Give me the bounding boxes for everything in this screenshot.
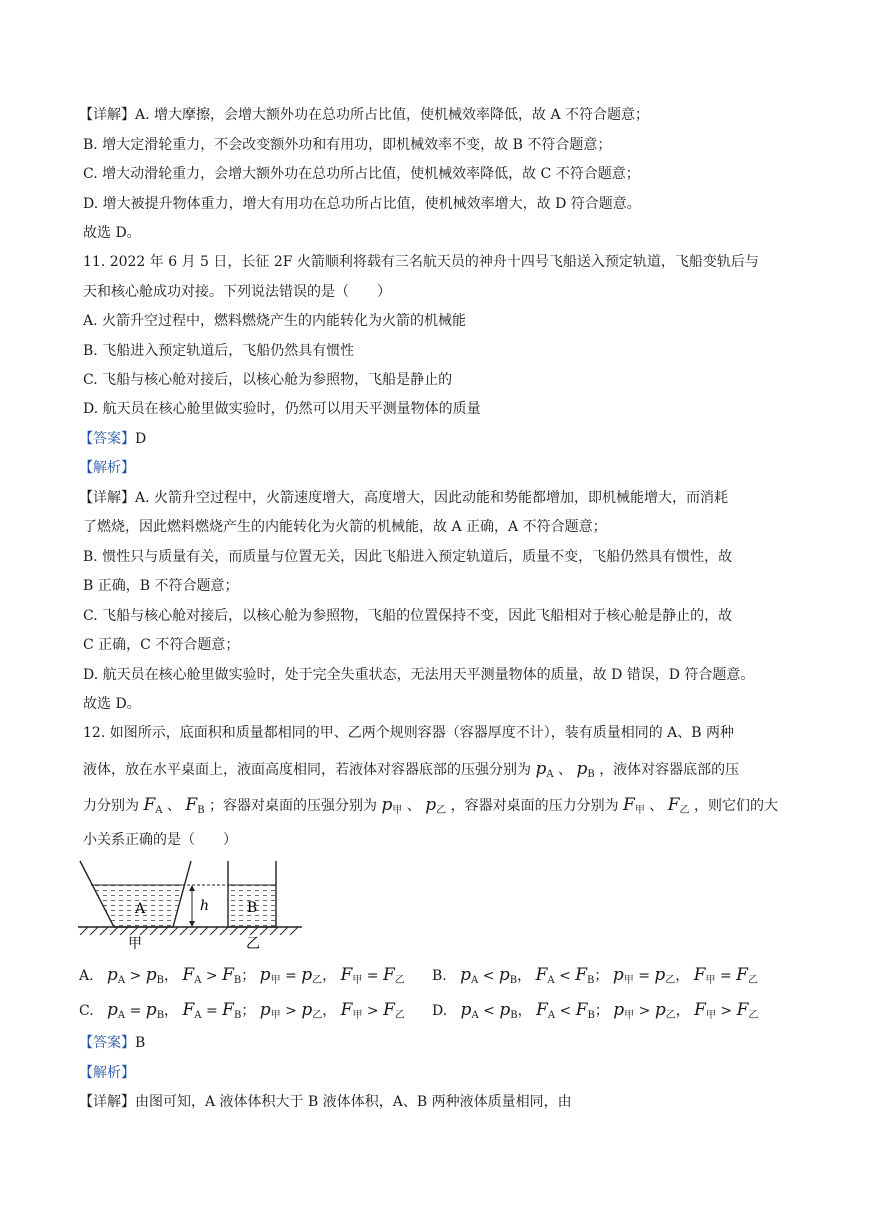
- stem-text: ，液体对容器底部的压: [599, 762, 740, 778]
- stem-text: 、: [649, 798, 664, 814]
- q11-option-b: B. 飞船进入预定轨道后，飞船仍然具有惯性: [83, 343, 355, 359]
- detail-text: A. 增大摩擦，会增大额外功在总功所占比值，使机械效率降低，故 A 不符合题意；: [135, 107, 650, 123]
- q12-option-d: D. $p_A < p_B$， $F_A < F_B$； $p_甲 > p_乙$， $F_甲 > F_乙$: [432, 1000, 759, 1021]
- q12-stem-line-2: [83, 759, 739, 785]
- stem-text: 、: [406, 798, 421, 814]
- q11-option-a: A. 火箭升空过程中，燃料燃烧产生的内能转化为火箭的机械能: [83, 313, 467, 329]
- detail-label: 【详解】: [79, 490, 135, 506]
- pressure-symbol: $p_甲$: [381, 795, 403, 816]
- q11-stem-line-2: 天和核心舱成功对接。下列说法错误的是（ ）: [83, 284, 391, 300]
- q11-detail-a2: 了燃烧，因此燃料燃烧产生的内能转化为火箭的机械能，故 A 正确，A 不符合题意；: [83, 519, 607, 535]
- q11-detail-c1: C. 飞船与核心舱对接后，以核心舱为参照物，飞船的位置保持不变，因此飞船相对于核心舱是静止的，故: [83, 608, 733, 624]
- q12-stem-line-4: 小关系正确的是（ ）: [83, 832, 237, 848]
- height-label: h: [200, 898, 210, 914]
- stem-text: 、: [558, 762, 573, 778]
- q11-detail-a1: [79, 488, 728, 508]
- pressure-symbol: $p_A$: [535, 759, 554, 780]
- liquid-b-label: B: [246, 900, 258, 916]
- q11-answer: [79, 429, 146, 449]
- q12-option-a: A. $p_A > p_B$， $F_A > F_B$； $p_甲 = p_乙$， $F_甲 = F_乙$: [79, 965, 405, 986]
- stem-text: 液体，放在水平桌面上，液面高度相同，若液体对容器底部的压强分别为: [83, 762, 531, 778]
- detail-text: 由图可知，A 液体体积大于 B 液体体积，A、B 两种液体质量相同，由: [135, 1094, 572, 1110]
- container-jia-label: 甲: [128, 936, 142, 950]
- stem-text: 力分别为: [83, 798, 139, 814]
- detail-label: 【详解】: [79, 1094, 135, 1110]
- q10-detail-line-c: C. 增大动滑轮重力，会增大额外功在总功所占比值，使机械效率降低，故 C 不符合题意；: [83, 166, 640, 182]
- answer-label: 【答案】: [79, 1035, 135, 1051]
- stem-text: 、: [166, 798, 181, 814]
- liquid-a-label: A: [134, 901, 146, 917]
- q11-option-c: C. 飞船与核心舱对接后，以核心舱为参照物，飞船是静止的: [83, 372, 453, 388]
- stem-text: ，容器对桌面的压力分别为: [450, 798, 619, 814]
- ground-hatching: [80, 927, 298, 935]
- q11-option-d: D. 航天员在核心舱里做实验时，仍然可以用天平测量物体的质量: [83, 401, 481, 417]
- stem-text: ，则它们的大: [694, 798, 778, 814]
- force-symbol: $F_B$: [185, 795, 205, 816]
- force-symbol: $F_乙$: [667, 795, 690, 816]
- q12-analysis-label: 【解析】: [79, 1065, 135, 1081]
- q10-detail-line-d: D. 增大被提升物体重力，增大有用功在总功所占比值，使机械效率增大，故 D 符合题意。: [83, 196, 641, 212]
- q11-detail-d1: D. 航天员在核心舱里做实验时，处于完全失重状态，无法用天平测量物体的质量，故 D 错误，D 符合题意。: [83, 667, 755, 683]
- q11-stem-line-1: 11. 2022 年 6 月 5 日，长征 2F 火箭顺利将载有三名航天员的神舟十四号飞船送入预定轨道，飞船变轨后与: [83, 254, 759, 270]
- pressure-symbol: $p_B$: [576, 759, 595, 780]
- q11-detail-c2: C 正确，C 不符合题意；: [83, 637, 240, 653]
- containers-figure: [78, 858, 308, 950]
- q10-detail-line-a: [79, 105, 649, 125]
- answer-value: B: [135, 1035, 146, 1051]
- q12-stem-line-3: [83, 795, 778, 821]
- pressure-symbol: $p_乙$: [425, 795, 447, 816]
- q11-analysis-label: 【解析】: [79, 460, 135, 476]
- force-symbol: $F_A$: [143, 795, 163, 816]
- container-yi-label: 乙: [246, 936, 260, 950]
- answer-label: 【答案】: [79, 431, 135, 447]
- q12-option-b: B. $p_A < p_B$， $F_A < F_B$； $p_甲 = p_乙$， $F_甲 = F_乙$: [432, 965, 758, 986]
- detail-text: A. 火箭升空过程中，火箭速度增大，高度增大，因此动能和势能都增加，即机械能增大，而消耗: [135, 490, 729, 506]
- q10-detail-line-b: B. 增大定滑轮重力，不会改变额外功和有用功，即机械效率不变，故 B 不符合题意；: [83, 137, 612, 153]
- q10-conclusion: 故选 D。: [83, 225, 141, 241]
- stem-text: ；容器对桌面的压强分别为: [209, 798, 377, 814]
- q12-answer: [79, 1033, 145, 1053]
- q12-detail-line-1: [79, 1092, 572, 1112]
- q12-option-c: C. $p_A = p_B$， $F_A = F_B$； $p_甲 > p_乙$， $F_甲 > F_乙$: [79, 1000, 405, 1021]
- force-symbol: $F_甲$: [623, 795, 645, 816]
- answer-value: D: [135, 431, 147, 447]
- q12-stem-line-1: 12. 如图所示，底面积和质量都相同的甲、乙两个规则容器（容器厚度不计），装有质量相同的 A、B 两种: [83, 725, 735, 741]
- detail-label: 【详解】: [79, 107, 135, 123]
- q11-detail-b1: B. 惯性只与质量有关，而质量与位置无关，因此飞船进入预定轨道后，质量不变，飞船仍然具有惯性，故: [83, 549, 733, 565]
- q11-conclusion: 故选 D。: [83, 696, 141, 712]
- q11-detail-b2: B 正确，B 不符合题意；: [83, 578, 239, 594]
